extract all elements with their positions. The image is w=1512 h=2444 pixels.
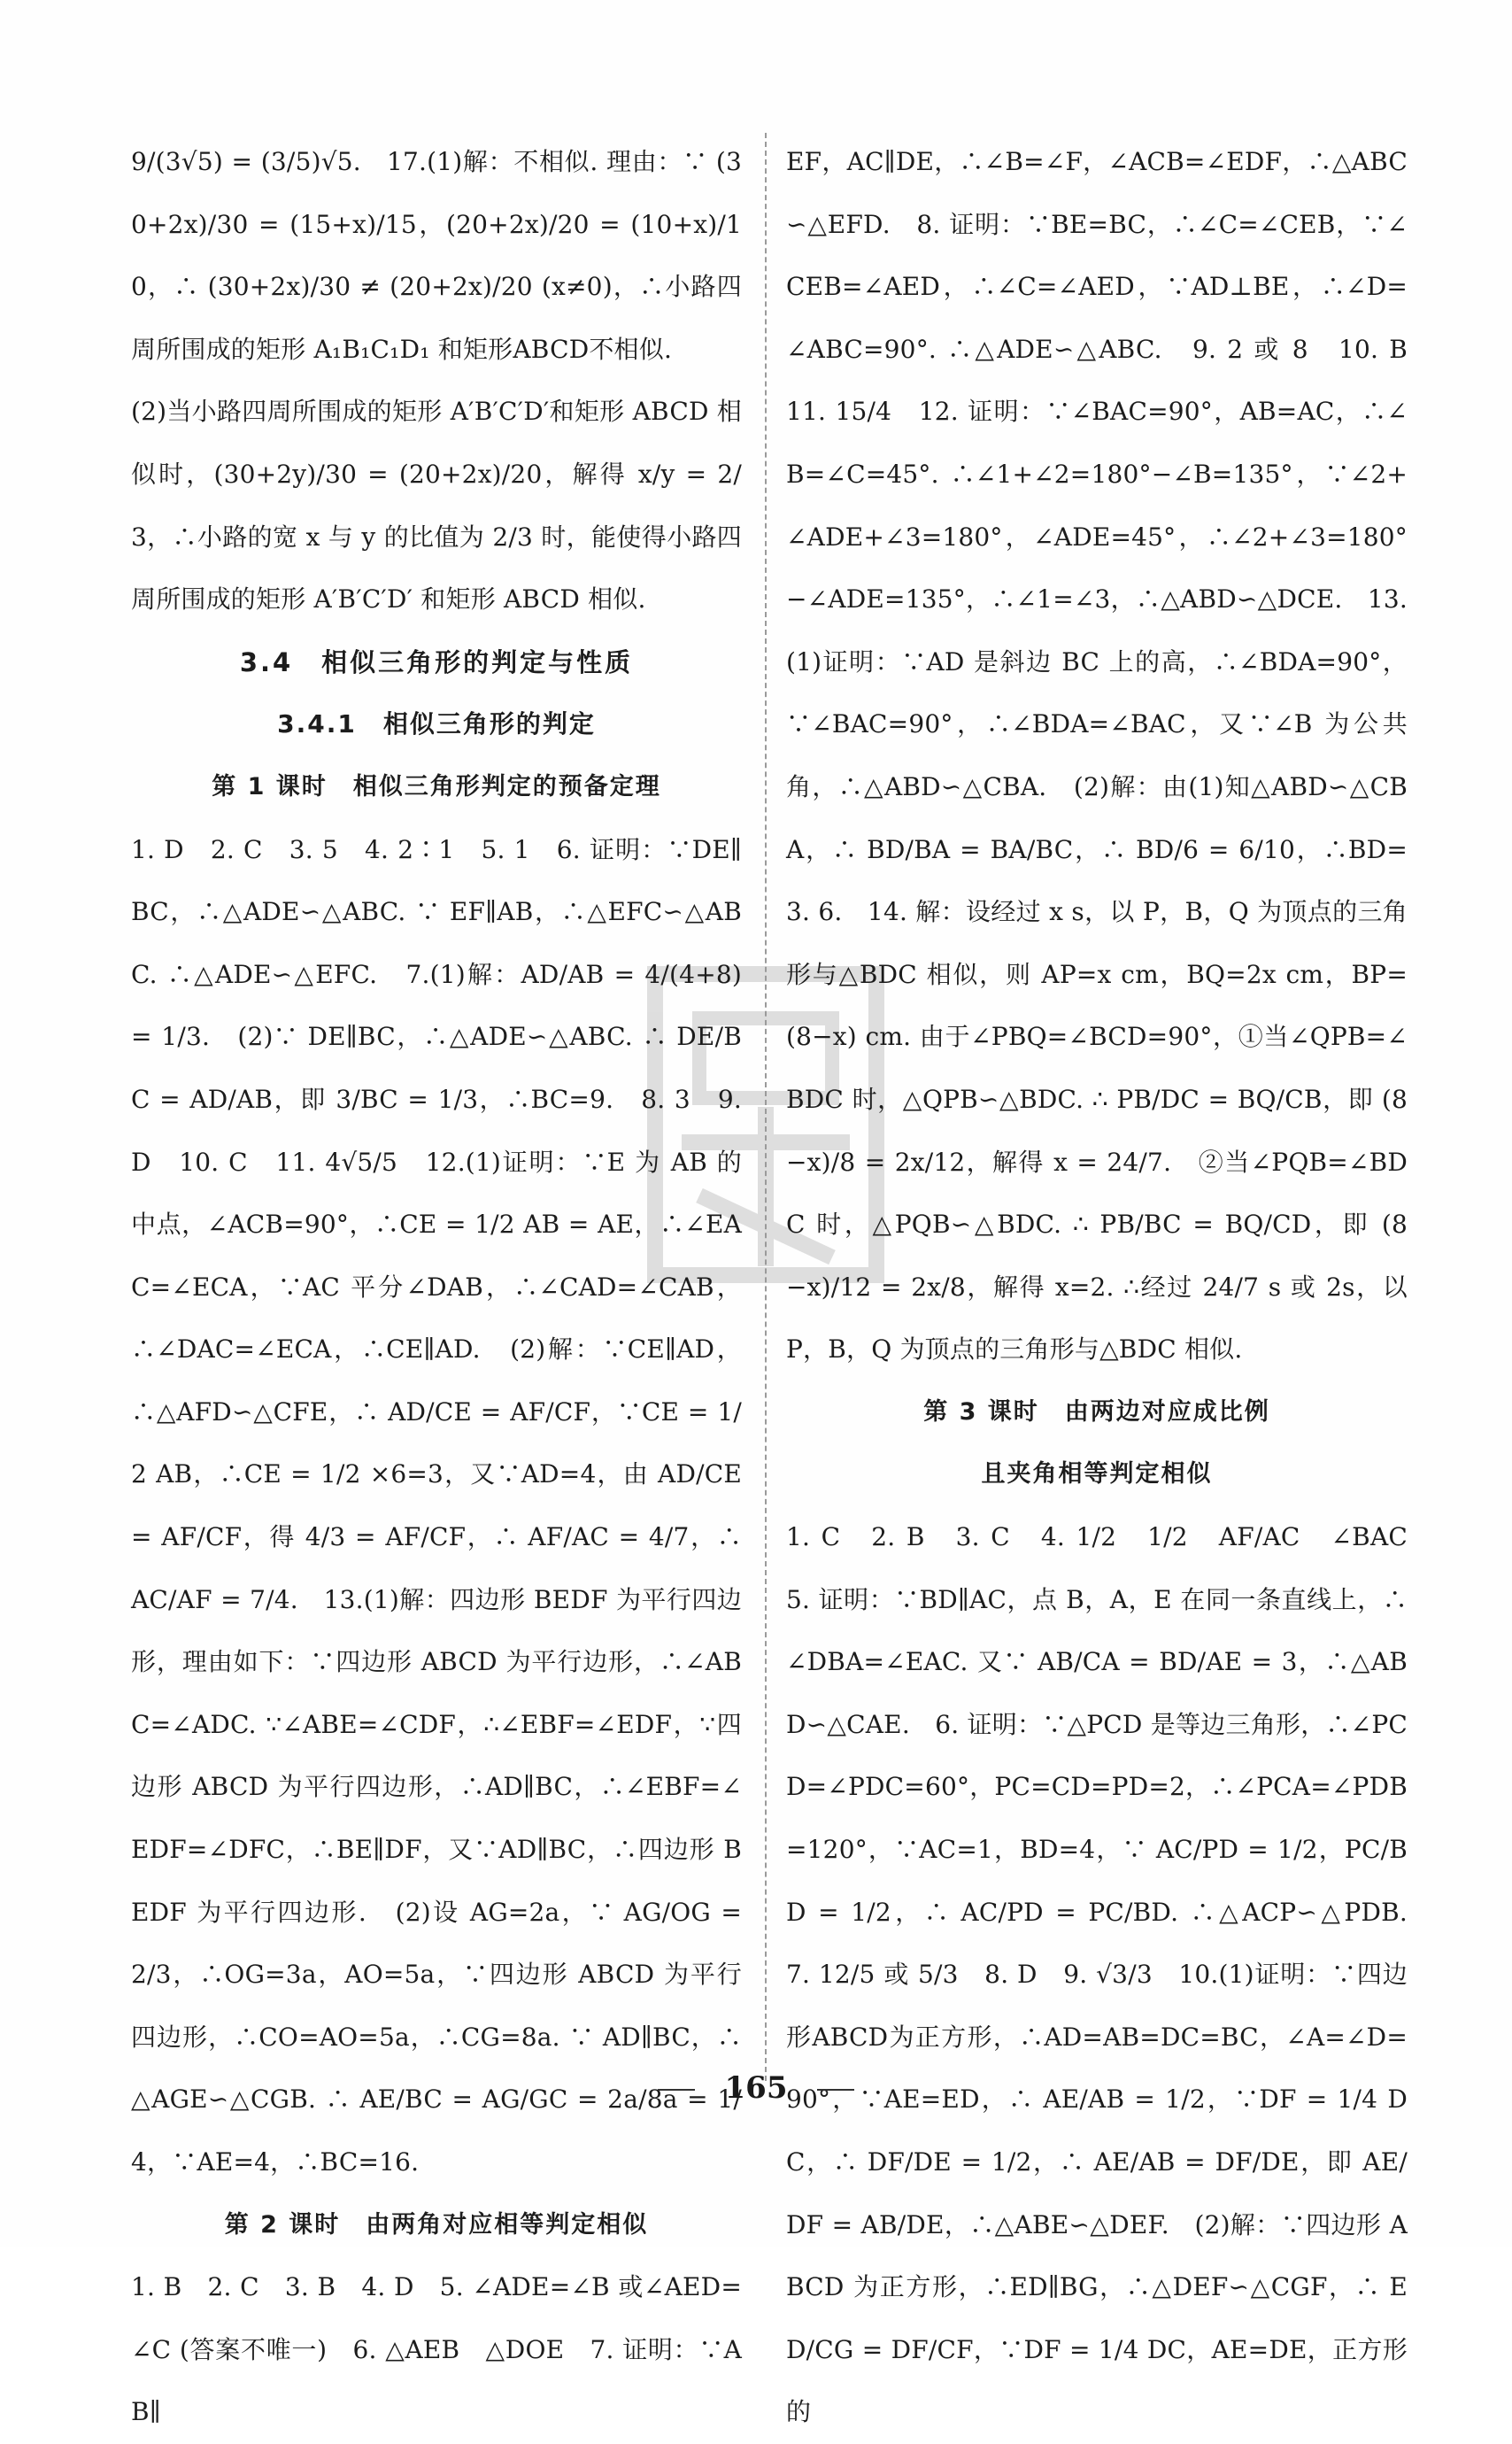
footer-dash-left <box>658 2089 695 2091</box>
lesson-heading: 且夹角相等判定相似 <box>981 1460 1213 1489</box>
answer-paragraph: (2)当小路四周所围成的矩形 A′B′C′D′和矩形 ABCD 相似时，(30+2y)/30 = (20+2x)/20，解得 x/y = 2/3，∴小路的宽 x 与 y 的比值为 2/3 时，能使得小路四周所围成的矩形 A′B′C′D′ 和矩形 ABCD 相似. <box>131 397 742 615</box>
page-footer <box>0 2070 1512 2106</box>
answer-paragraph: 1. B 2. C 3. B 4. D 5. ∠ADE=∠B 或∠AED=∠C (答案不唯一) 6. △AEB △DOE 7. 证明：∵AB∥ <box>131 2272 742 2427</box>
answer-paragraph: 1. C 2. B 3. C 4. 1/2 1/2 AF/AC ∠BAC 5. 证明：∵BD∥AC，点 B，A，E 在同一条直线上，∴∠DBA=∠EAC. 又∵ AB/CA = BD/AE = 3，∴△ABD∽△CAE. 6. 证明：∵△PCD 是等边三角形，∴∠PCD=∠PDC=60°，PC=CD=PD=2，∴∠PCA=∠PDB=120°，∵AC=1，BD=4，∵ AC/PD = 1/2，PC/BD = 1/2，∴ AC/PD = PC/BD. ∴△ACP∽△PDB. 7. 12/5 或 5/3 8. D 9. √3/3 10.(1)证明：∵四边形ABCD为正方形，∴AD=AB=DC=BC，∠A=∠D=90°，∵AE=ED，∴ AE/AB = 1/2，∵DF = 1/4 DC，∴ DF/DE = 1/2，∴ AE/AB = DF/DE，即 AE/DF = AB/DE，∴△ABE∽△DEF. (2)解：∵四边形 ABCD 为正方形，∴ED∥BG，∴△DEF∽△CGF，∴ ED/CG = DF/CF，∵DF = 1/4 DC，AE=DE，正方形的 <box>786 1522 1433 2427</box>
footer-dash-right <box>817 2089 854 2091</box>
lesson-heading: 第 1 课时 相似三角形判定的预备定理 <box>212 772 661 800</box>
section-heading: 3.4 相似三角形的判定与性质 <box>239 646 634 677</box>
subsection-heading: 3.4.1 相似三角形的判定 <box>277 709 596 739</box>
answer-paragraph: 9/(3√5) = (3/5)√5. 17.(1)解：不相似. 理由：∵ (30+2x)/30 = (15+x)/15，(20+2x)/20 = (10+x)/10，∴ (30+2x)/30 ≠ (20+2x)/20 (x≠0)，∴小路四周所围成的矩形 A₁B₁C₁D₁ 和矩形ABCD不相似. <box>131 147 742 364</box>
answer-paragraph: EF，AC∥DE，∴∠B=∠F，∠ACB=∠EDF，∴△ABC∽△EFD. 8. 证明：∵BE=BC，∴∠C=∠CEB，∵∠CEB=∠AED，∴∠C=∠AED，∵AD⊥BE，∴∠D=∠ABC=90°. ∴△ADE∽△ABC. 9. 2 或 8 10. B 11. 15/4 12. 证明：∵∠BAC=90°，AB=AC，∴∠B=∠C=45°. ∴∠1+∠2=180°−∠B=135°，∵∠2+∠ADE+∠3=180°，∠ADE=45°，∴∠2+∠3=180°−∠ADE=135°，∴∠1=∠3，∴△ABD∽△DCE. 13. (1)证明：∵AD 是斜边 BC 上的高，∴∠BDA=90°，∵∠BAC=90°，∴∠BDA=∠BAC，又∵∠B 为公共角，∴△ABD∽△CBA. (2)解：由(1)知△ABD∽△CBA，∴ BD/BA = BA/BC，∴ BD/6 = 6/10，∴BD=3. 6. 14. 解：设经过 x s，以 P，B，Q 为顶点的三角形与△BDC 相似，则 AP=x cm，BQ=2x cm，BP=(8−x) cm. 由于∠PBQ=∠BCD=90°，①当∠QPB=∠BDC 时，△QPB∽△BDC. ∴ PB/DC = BQ/CB，即 (8−x)/8 = 2x/12，解得 x = 24/7. ②当∠PQB=∠BDC 时，△PQB∽△BDC. ∴ PB/BC = BQ/CD，即 (8−x)/12 = 2x/8，解得 x=2. ∴经过 24/7 s 或 2s，以 P，B，Q 为顶点的三角形与△BDC 相似. <box>786 147 1433 1365</box>
answer-paragraph: 1. D 2. C 3. 5 4. 2∶1 5. 1 6. 证明：∵DE∥BC，∴△ADE∽△ABC. ∵ EF∥AB，∴△EFC∽△ABC. ∴△ADE∽△EFC. 7.(1)解：AD/AB = 4/(4+8) = 1/3. (2)∵ DE∥BC，∴△ADE∽△ABC. ∴ DE/BC = AD/AB，即 3/BC = 1/3，∴BC=9. 8. 3 9. D 10. C 11. 4√5/5 12.(1)证明：∵E 为 AB 的中点，∠ACB=90°，∴CE = 1/2 AB = AE，∴∠EAC=∠ECA，∵AC 平分∠DAB，∴∠CAD=∠CAB，∴∠DAC=∠ECA，∴CE∥AD. (2)解：∵CE∥AD，∴△AFD∽△CFE，∴ AD/CE = AF/CF，∵CE = 1/2 AB，∴CE = 1/2 ×6=3，又∵AD=4，由 AD/CE = AF/CF，得 4/3 = AF/CF，∴ AF/AC = 4/7，∴ AC/AF = 7/4. 13.(1)解：四边形 BEDF 为平行四边形，理由如下：∵四边形 ABCD 为平行边形，∴∠ABC=∠ADC. ∵∠ABE=∠CDF，∴∠EBF=∠EDF，∵四边形 ABCD 为平行四边形，∴AD∥BC，∴∠EBF=∠EDF=∠DFC，∴BE∥DF，又∵AD∥BC，∴四边形 BEDF 为平行四边形. (2)设 AG=2a，∵ AG/OG = 2/3，∴OG=3a，AO=5a，∵四边形 ABCD 为平行四边形，∴CO=AO=5a，∴CG=8a. ∵ AD∥BC，∴△AGE∽△CGB. ∴ AE/BC = AG/GC = 2a/8a = 1/4，∵AE=4，∴BC=16. <box>131 834 742 2177</box>
lesson-heading: 第 2 课时 由两角对应相等判定相似 <box>224 2210 649 2239</box>
column-divider <box>765 133 767 2081</box>
page-number: 165 <box>724 2070 788 2106</box>
lesson-heading: 第 3 课时 由两边对应成比例 <box>923 1397 1270 1426</box>
